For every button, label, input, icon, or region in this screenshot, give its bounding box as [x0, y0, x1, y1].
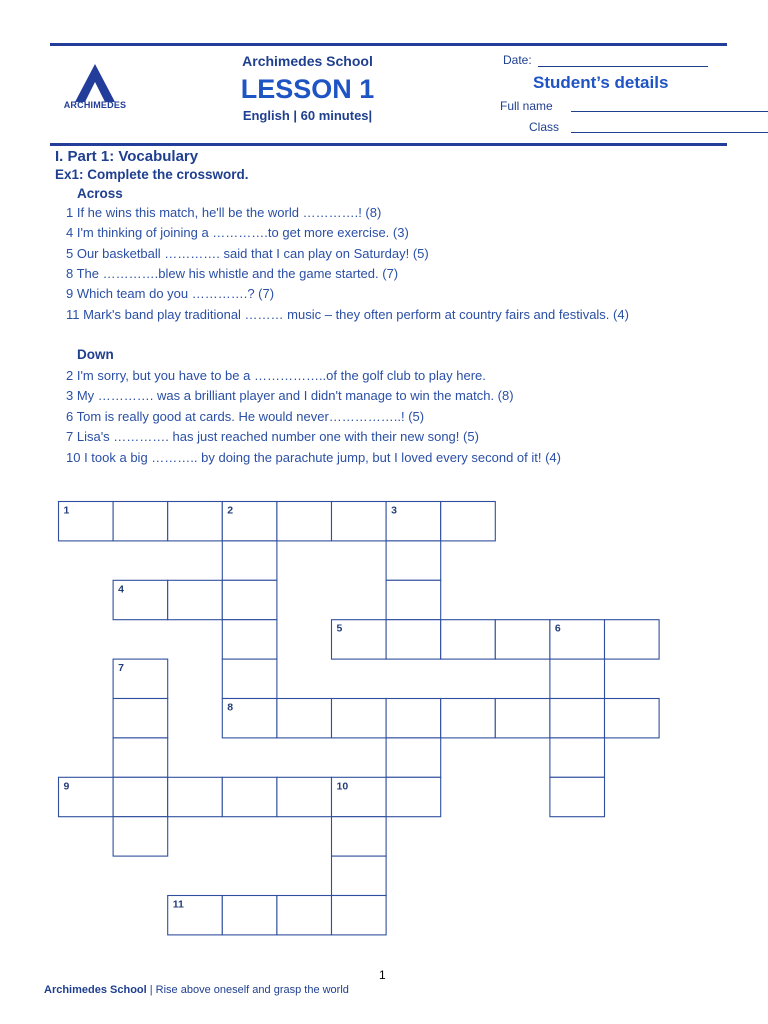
- across-clue-1: 1 If he wins this match, he'll be the world ………….! (8): [66, 205, 382, 220]
- crossword-cell-r5-c7[interactable]: [441, 699, 496, 738]
- section-title: I. Part 1: Vocabulary: [55, 148, 199, 165]
- down-clue-6: 6 Tom is really good at cards. He would never……………..! (5): [66, 409, 425, 424]
- crossword-cell-r7-c4[interactable]: [277, 777, 332, 816]
- crossword-cell-r9-c5[interactable]: [332, 856, 387, 895]
- crossword-cell-r1-c3[interactable]: [222, 541, 277, 580]
- footer: [44, 984, 349, 996]
- crossword-cell-r2-c6[interactable]: [386, 580, 441, 619]
- crossword-number-4: 4: [118, 583, 124, 596]
- crossword-number-3: 3: [391, 504, 397, 517]
- crossword-cell-r7-c6[interactable]: [386, 777, 441, 816]
- crossword-cell-r3-c3[interactable]: [222, 620, 277, 659]
- crossword-cell-r3-c10[interactable]: [605, 620, 660, 659]
- class-label: Class: [529, 120, 560, 134]
- crossword-cell-r0-c7[interactable]: [441, 502, 496, 541]
- crossword-number-10: 10: [336, 780, 349, 793]
- crossword-cell-r5-c5[interactable]: [332, 699, 387, 738]
- crossword-cell-r5-c8[interactable]: [495, 699, 550, 738]
- down-clue-3: 3 My …………. was a brilliant player and I didn't manage to win the match. (8): [66, 388, 514, 403]
- student-details-title: Student’s details: [533, 73, 669, 92]
- crossword-number-8: 8: [227, 701, 234, 714]
- crossword-cell-r4-c3[interactable]: [222, 659, 277, 698]
- crossword-cell-r3-c8[interactable]: [495, 620, 550, 659]
- exercise-title: Ex1: Complete the crossword.: [55, 167, 249, 182]
- logo-text: ARCHIMEDES: [63, 100, 127, 110]
- crossword-cell-r3-c7[interactable]: [441, 620, 496, 659]
- crossword-number-5: 5: [336, 622, 343, 635]
- across-clue-9: 9 Which team do you ………….? (7): [66, 286, 275, 301]
- page-title: LESSON 1: [240, 74, 375, 104]
- crossword-cell-r0-c2[interactable]: [168, 502, 223, 541]
- crossword-cell-r7-c3[interactable]: [222, 777, 277, 816]
- crossword-cell-r10-c4[interactable]: [277, 896, 332, 935]
- crossword-number-11: 11: [172, 898, 184, 911]
- crossword-cell-r5-c1[interactable]: [113, 699, 168, 738]
- crossword-cell-r5-c9[interactable]: [550, 699, 605, 738]
- across-clue-11: 11 Mark's band play traditional ……… music – they often perform at country fairs and festivals. (4): [66, 307, 629, 322]
- crossword-cell-r6-c9[interactable]: [550, 738, 605, 777]
- crossword-cell-r0-c1[interactable]: [113, 502, 168, 541]
- crossword-number-7: 7: [118, 662, 124, 675]
- crossword-number-9: 9: [63, 780, 70, 793]
- crossword-cell-r6-c6[interactable]: [386, 738, 441, 777]
- crossword-cell-r0-c5[interactable]: [332, 502, 387, 541]
- crossword-cell-r7-c1[interactable]: [113, 777, 168, 816]
- crossword-number-6: 6: [554, 622, 561, 635]
- down-clue-7: 7 Lisa's …………. has just reached number one with their new song! (5): [66, 429, 479, 444]
- school-name: Archimedes School: [242, 53, 373, 69]
- across-clue-5: 5 Our basketball …………. said that I can play on Saturday! (5): [66, 246, 429, 261]
- crossword-cell-r10-c3[interactable]: [222, 896, 277, 935]
- crossword-cell-r6-c1[interactable]: [113, 738, 168, 777]
- across-clue-4: 4 I'm thinking of joining a ………….to get more exercise. (3): [66, 225, 409, 240]
- date-label: Date:: [503, 53, 532, 67]
- across-heading: Across: [77, 186, 123, 201]
- crossword-cell-r3-c6[interactable]: [386, 620, 441, 659]
- crossword-cell-r5-c10[interactable]: [605, 699, 660, 738]
- down-clue-2: 2 I'm sorry, but you have to be a ……………..of the golf club to play here.: [66, 368, 486, 383]
- crossword-cell-r8-c1[interactable]: [113, 817, 168, 856]
- crossword-cell-r5-c4[interactable]: [277, 699, 332, 738]
- lesson-subtitle: English | 60 minutes|: [242, 108, 373, 123]
- down-heading: Down: [77, 347, 114, 362]
- crossword-cell-r2-c2[interactable]: [168, 580, 223, 619]
- crossword-number-1: 1: [63, 504, 70, 517]
- crossword-cell-r7-c9[interactable]: [550, 777, 605, 816]
- down-clue-10: 10 I took a big ……….. by doing the parachute jump, but I loved every second of it! (4): [66, 450, 561, 465]
- crossword-cell-r4-c9[interactable]: [550, 659, 605, 698]
- footer-motto: | Rise above oneself and grasp the world: [146, 984, 349, 996]
- across-clue-8: 8 The ………….blew his whistle and the game started. (7): [66, 266, 399, 281]
- page-number: 1: [379, 968, 386, 982]
- crossword-cell-r2-c3[interactable]: [222, 580, 277, 619]
- full-name-label: Full name: [500, 99, 553, 113]
- crossword-cell-r8-c5[interactable]: [332, 817, 387, 856]
- crossword-cell-r5-c6[interactable]: [386, 699, 441, 738]
- crossword-cell-r7-c2[interactable]: [168, 777, 223, 816]
- crossword-cell-r1-c6[interactable]: [386, 541, 441, 580]
- crossword-cell-r0-c4[interactable]: [277, 502, 332, 541]
- crossword-number-2: 2: [227, 504, 234, 517]
- footer-school: Archimedes School: [44, 984, 147, 996]
- crossword-cell-r10-c5[interactable]: [332, 896, 387, 935]
